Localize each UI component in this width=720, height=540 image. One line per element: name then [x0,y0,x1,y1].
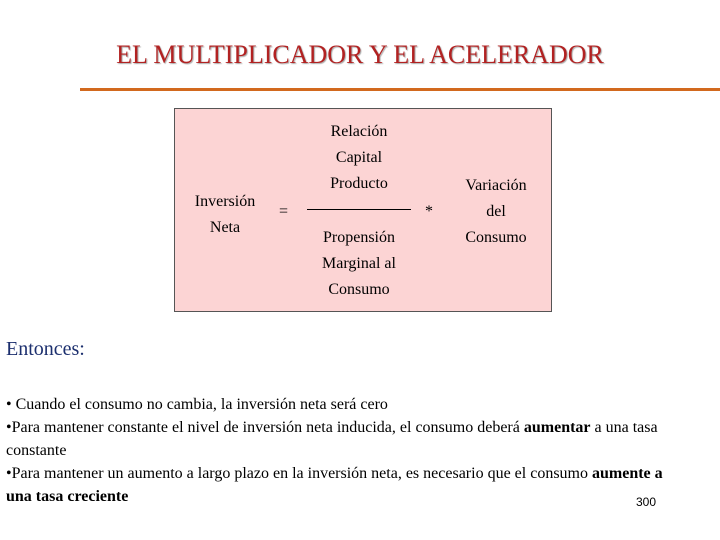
formula-numerator [299,119,419,197]
formula-numerator-line: Producto [330,175,388,192]
formula-numerator-line: Relación [330,123,388,140]
bullet-text: a una tasa constante [6,419,658,459]
formula-rhs-line: del [486,203,506,220]
formula-rhs-line: Consumo [465,229,527,246]
formula-denominator-line: Propensión [323,229,395,246]
bullet-item [6,416,686,462]
formula-denominator-line: Consumo [328,281,390,298]
formula-denominator [299,225,419,303]
entonces-heading: Entonces: [6,338,85,360]
formula-lhs-line: Inversión [194,193,256,210]
formula-lhs [185,189,265,241]
formula-denominator-line: Marginal al [322,255,396,272]
page-number: 300 [636,495,657,509]
title-underline [80,88,720,91]
formula-rhs-line: Variación [465,177,527,194]
bullet-emphasis: aumentar [523,419,591,436]
bullet-text: • Cuando el consumo no cambia, la inversión neta será cero [6,396,388,413]
bullet-item [6,393,686,416]
formula-equals: = [279,203,289,220]
formula-multiply: * [425,203,433,220]
bullet-emphasis: aumente a una tasa creciente [6,465,663,505]
formula-numerator-line: Capital [335,149,383,166]
bullet-text: •Para mantener un aumento a largo plazo en la inversión neta, es necesario que el consumo [6,465,592,482]
bullet-item [6,462,686,508]
formula-rhs [451,173,541,251]
bullet-list [6,393,686,508]
fraction-bar [307,209,411,210]
formula-box [174,108,552,312]
formula-lhs-line: Neta [209,219,241,236]
slide-title: EL MULTIPLICADOR Y EL ACELERADOR [116,40,604,69]
bullet-text: •Para mantener constante el nivel de inversión neta inducida, el consumo deberá [6,419,524,436]
